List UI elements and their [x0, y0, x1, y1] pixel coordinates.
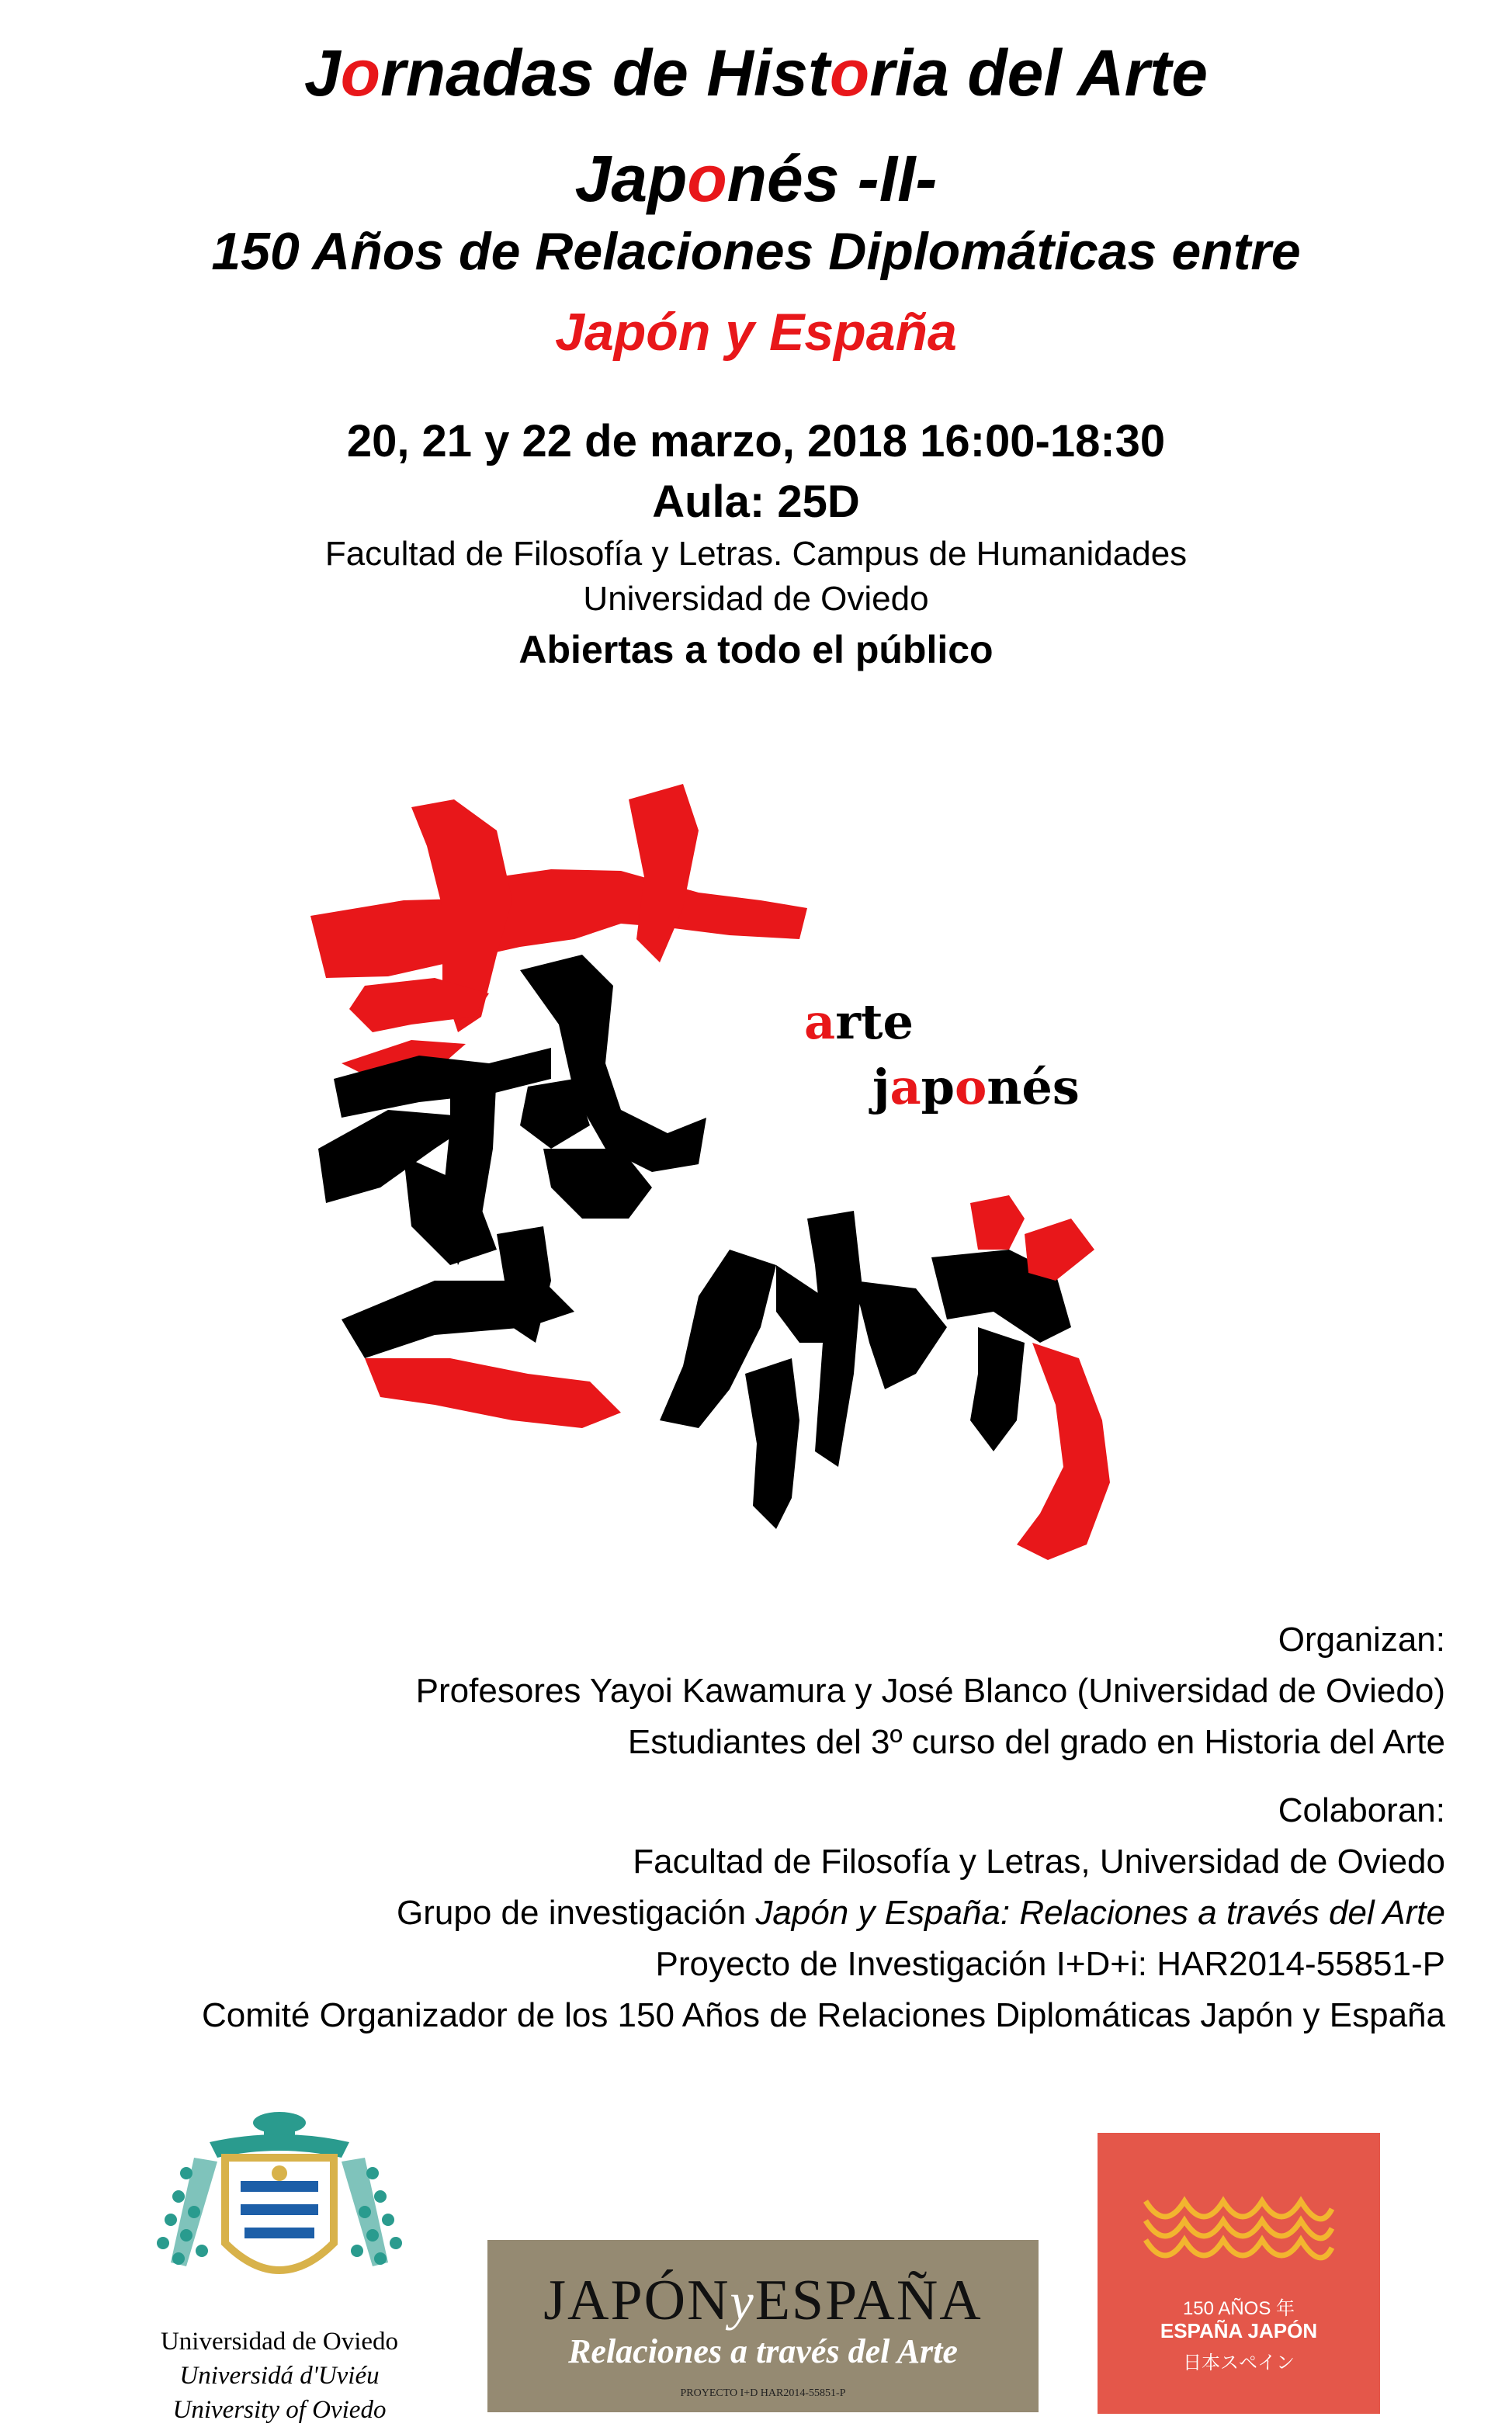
organizers-line-1: Profesores Yayoi Kawamura y José Blanco (Universidad de Oviedo) — [415, 1672, 1445, 1710]
audience-note: Abiertas a todo el público — [518, 628, 994, 671]
university-name-en: University of Oviedo — [172, 2396, 387, 2424]
collaborators-line-1: Facultad de Filosofía y Letras, Universidad de Oviedo — [633, 1843, 1445, 1881]
university-name-ast: Universidá d'Uviéu — [179, 2362, 380, 2390]
university-logo — [132, 2096, 427, 2424]
organizers-block — [416, 1614, 1445, 1768]
university-crest-icon — [132, 2096, 427, 2321]
organizers-heading: Organizan: — [1278, 1621, 1445, 1659]
project-logo-title: JAPÓNyESPAÑA — [543, 2269, 983, 2332]
anniversary-line-2: ESPAÑA JAPÓN — [1160, 2319, 1318, 2342]
subtitle-line-2: Japón y España — [555, 303, 957, 362]
anniversary-logo — [1098, 2133, 1380, 2414]
collaborators-line-2: Grupo de investigación Japón y España: Relaciones a través del Arte — [397, 1894, 1445, 1932]
university-name-es: Universidad de Oviedo — [160, 2328, 399, 2356]
organizers-line-2: Estudiantes del 3º curso del grado en Historia del Arte — [627, 1723, 1445, 1761]
anniversary-line-1: 150 AÑOS 年 — [1182, 2298, 1295, 2319]
project-logo-code: PROYECTO I+D HAR2014-55851-P — [680, 2387, 846, 2399]
calligraphy-logo-icon — [295, 784, 1195, 1576]
project-logo — [487, 2240, 1039, 2412]
collaborators-line-4: Comité Organizador de los 150 Años de Relaciones Diplomáticas Japón y España — [201, 1996, 1445, 2034]
anniversary-line-3: 日本スペイン — [1183, 2352, 1295, 2373]
title-line-1: Jornadas de Historia del Arte — [304, 36, 1208, 109]
logo-word-arte: arte — [804, 993, 914, 1050]
event-room: Aula: 25D — [652, 477, 860, 527]
collaborators-block — [202, 1785, 1445, 2041]
title-line-2: Japonés -II- — [574, 142, 938, 215]
venue-line-1: Facultad de Filosofía y Letras. Campus de Humanidades — [324, 535, 1188, 573]
anniversary-arches-icon — [1138, 2186, 1340, 2271]
collaborators-heading: Colaboran: — [1278, 1791, 1445, 1829]
project-logo-subtitle: Relaciones a través del Arte — [568, 2332, 958, 2370]
venue-line-2: Universidad de Oviedo — [583, 580, 929, 618]
collaborators-line-3: Proyecto de Investigación I+D+i: HAR2014-55851-P — [655, 1945, 1445, 1983]
event-dates: 20, 21 y 22 de marzo, 2018 16:00-18:30 — [346, 416, 1166, 466]
subtitle-line-1: 150 Años de Relaciones Diplomáticas entre — [211, 222, 1301, 281]
logo-word-japones: japonés — [872, 1059, 1080, 1115]
